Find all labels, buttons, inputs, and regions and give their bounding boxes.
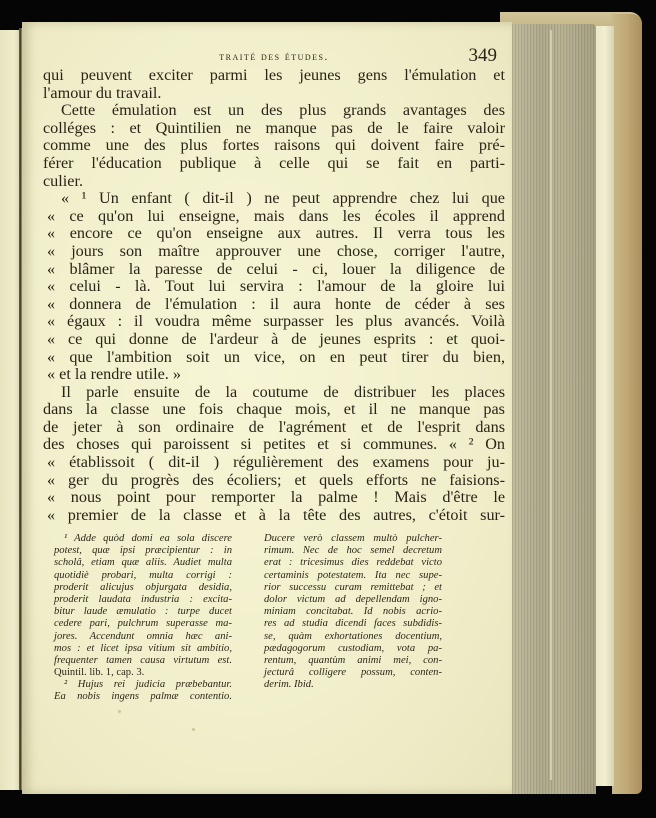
text-line: de jeter à son ordinaire de l'agrément et de l'esprit dans [43, 417, 505, 436]
running-head [43, 45, 505, 67]
body-text [43, 67, 505, 524]
footnote-line: derim. Ibid. [264, 679, 314, 691]
footnote-line: jores. Accendunt omnia hæc ani- [54, 630, 232, 642]
footnote-line: scholâ, etiam quæ aliis. Audiet multa [54, 557, 232, 569]
text-line: des choses qui paroissent si petites et si communes. « ² On [43, 435, 505, 454]
text-line: culier. [43, 171, 84, 190]
footnote-line: erat : tricesimus dies reddebat victo [264, 557, 442, 569]
paper-foxing-spot [192, 728, 195, 731]
text-line: « celui - là. Tout lui servira : l'amour de la gloire lui [47, 277, 505, 296]
text-line: « ce qu'on lui enseigne, mais dans les écoles il apprend [47, 206, 505, 225]
text-line: « jours son maître approuver une chose, corriger l'autre, [47, 241, 505, 260]
footnote-line: quotidiè probari, multa corrigi : [54, 569, 232, 581]
text-line: « blâmer la paresse de celui - ci, louer la diligence de [47, 259, 505, 278]
text-line: « égaux : il voudra même surpasser les plus avancés. Voilà [47, 312, 505, 331]
footnote-line: cedere pari, pulchrum superasse ma- [54, 618, 232, 630]
footnote-line: rentum, quantùm animi mei, con- [264, 654, 442, 666]
paper-foxing-spot [118, 710, 121, 713]
footnote-column-left [54, 533, 232, 704]
text-line: « encore ce qu'on enseigne aux autres. Il verra tous les [47, 224, 505, 243]
text-line: « nous point pour remporter la palme ! Mais d'être le [47, 488, 505, 507]
footnote-line: miniam concitabat. Id nobis acrio- [264, 606, 442, 618]
footnotes [54, 533, 442, 704]
footnote-line: mos : et licet ipsa vitium sit ambitio, [54, 642, 232, 654]
text-line: Cette émulation est un des plus grands avantages des [61, 101, 505, 120]
footnote-line: Ducere verò classem multò pulcher- [264, 533, 442, 544]
footnote-line: frequenter tamen causa virtutum est. [54, 654, 232, 666]
page-number: 349 [468, 45, 497, 66]
footnote-line: potest, quæ ipsi præcipientur : in [54, 545, 232, 557]
footnote-line: bitur laude æmulatio : turpe ducet [54, 606, 232, 618]
footnote-line: dolor victum ad depellendam igno- [264, 593, 442, 605]
page-edge-line [550, 30, 552, 780]
text-line: « et la rendre utile. » [47, 365, 181, 384]
text-line: « ¹ Un enfant ( dit-il ) ne peut apprendre chez lui que [61, 189, 505, 208]
footnote-line: pædagogorum custodiam, vota pa- [264, 642, 442, 654]
text-line: qui peuvent exciter parmi les jeunes gens l'émulation et [43, 66, 505, 84]
page-text-block [43, 45, 505, 524]
text-line: comme une des plus fortes raisons qui doivent faire pré- [43, 136, 505, 155]
footnote-line: rior successu curam remittebat ; et [264, 581, 442, 593]
text-line: férer l'éducation publique à celle qui se fait en parti- [43, 153, 505, 172]
text-line: « que l'ambition soit un vice, on en peut tirer du bien, [47, 347, 505, 366]
text-line: l'amour du travail. [43, 83, 162, 102]
text-line: « ger du progrès des écoliers; et quels efforts ne faisions- [47, 470, 505, 489]
footnote-line: Quintil. lib. 1, cap. 3. [54, 667, 145, 679]
footnote-line: Ea nobis ingens palmæ contentio. [54, 691, 232, 703]
text-line: « donnera de l'émulation : il aura honte de céder à ses [47, 294, 505, 313]
book-cover-edge [612, 14, 642, 794]
footnote-column-right [264, 533, 442, 704]
footnote-line: rimum. Nec de hoc semel decretum [264, 545, 442, 557]
facing-page-edge [0, 30, 20, 790]
text-line: Il parle ensuite de la coutume de distribuer les places [61, 382, 505, 401]
footnote-line: certaminis potestatem. Ita nec supe- [264, 569, 442, 581]
footnote-line: jecturâ colligere possum, conten- [264, 667, 442, 679]
footnote-line: proderit alicujus objurgata desidia, [54, 581, 232, 593]
text-line: « établissoit ( dit-il ) régulièrement des examens pour ju- [47, 453, 505, 472]
footnote-line: ² Hujus rei judicia præbebantur. [64, 679, 232, 691]
footnote-line: res ad studia dicendi faces subdidis- [264, 618, 442, 630]
text-line: « premier de la classe et à la tête des autres, c'étoit sur- [47, 505, 505, 524]
page-block-edges [508, 24, 596, 794]
text-line: « ce qui donne de l'ardeur à de jeunes esprits : et quoi- [47, 329, 505, 348]
text-line: dans la classe une fois chaque mois, et il ne manque pas [43, 400, 505, 419]
footnote-line: proderit laudata industria : excita- [54, 593, 232, 605]
text-line: colléges : et Quintilien ne manque pas de le faire valoir [43, 118, 505, 137]
running-title: traité des études. [219, 51, 329, 63]
footnote-line: ¹ Adde quòd domi ea sola discere [64, 533, 232, 544]
footnote-line: se, quàm exhortationes docentium, [264, 630, 442, 642]
